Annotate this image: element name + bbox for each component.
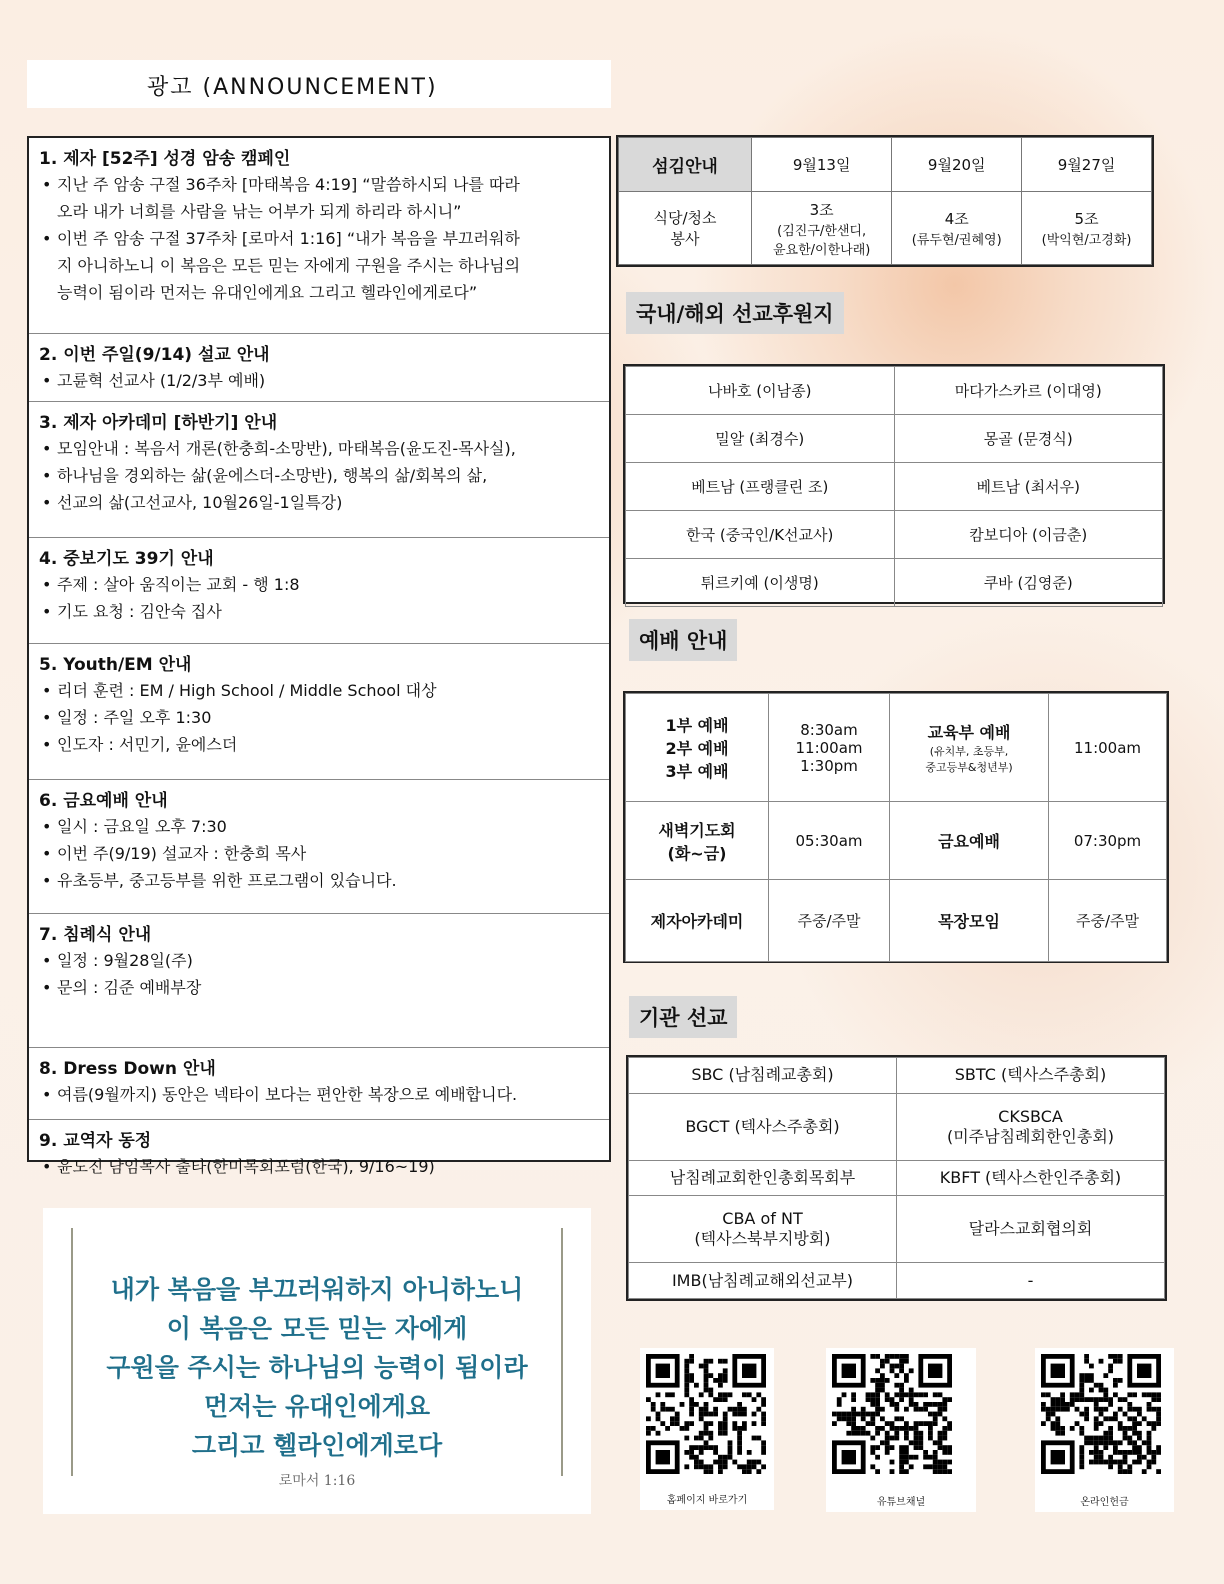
service-schedule bbox=[616, 135, 1154, 267]
announcement-item: 지 아니하노니 이 복음은 모든 믿는 자에게 구원을 주시는 하나님의 bbox=[57, 256, 521, 275]
institution-cell: SBTC (텍사스주총회) bbox=[897, 1058, 1165, 1094]
announcement-item: • 주제 : 살아 움직이는 교회 - 행 1:8 bbox=[39, 571, 599, 598]
institution-cell: KBFT (텍사스한인주총회) bbox=[897, 1160, 1165, 1196]
institution-cell: IMB(남침례교해외선교부) bbox=[629, 1263, 897, 1299]
worship-cell: 1부 예배 2부 예배 3부 예배 bbox=[626, 694, 769, 802]
institution-cell: - bbox=[897, 1263, 1165, 1299]
worship-cell: 금요예배 bbox=[890, 802, 1049, 880]
announcement-item: • 이번 주(9/19) 설교자 : 한충희 목사 bbox=[39, 840, 599, 867]
institutions-heading: 기관 선교 bbox=[629, 996, 737, 1038]
announcement-item: • 유초등부, 중고등부를 위한 프로그램이 있습니다. bbox=[39, 867, 599, 894]
verse-text bbox=[43, 1270, 591, 1465]
announcement-item: 능력이 됨이라 먼저는 유대인에게요 그리고 헬라인에게로다” bbox=[57, 283, 478, 302]
announcement-heading: 9. 교역자 동정 bbox=[39, 1131, 152, 1151]
worship-cell: 새벽기도회 (화~금) bbox=[626, 802, 769, 880]
schedule-date: 9월20일 bbox=[892, 138, 1022, 192]
mission-cell: 베트남 (프랭클린 조) bbox=[626, 463, 895, 511]
qr-caption: 유튜브채널 bbox=[876, 1497, 926, 1508]
schedule-group: 4조 (류두현/권혜영) bbox=[892, 192, 1022, 265]
announcement-section bbox=[29, 1048, 609, 1120]
announcement-heading: 1. 제자 [52주] 성경 암송 캠페인 bbox=[39, 149, 291, 169]
verse-line: 이 복음은 모든 믿는 자에게 bbox=[166, 1314, 468, 1343]
verse-line: 그리고 헬라인에게로다 bbox=[191, 1431, 443, 1460]
mission-cell: 튀르키예 (이생명) bbox=[626, 559, 895, 607]
title-box bbox=[27, 60, 611, 108]
announcement-section bbox=[29, 334, 609, 402]
announcement-item: • 여름(9월까지) 동안은 넥타이 보다는 편안한 복장으로 예배합니다. bbox=[39, 1081, 599, 1108]
verse-line: 구원을 주시는 하나님의 능력이 됨이라 bbox=[106, 1353, 528, 1382]
worship-cell: 목장모임 bbox=[890, 880, 1049, 962]
mission-cell: 밀알 (최경수) bbox=[626, 415, 895, 463]
announcement-heading: 3. 제자 아카데미 [하반기] 안내 bbox=[39, 413, 278, 433]
schedule-group: 3조 (김진구/한샌디, 윤요한/이한나래) bbox=[752, 192, 892, 265]
announcement-section bbox=[29, 402, 609, 538]
institution-cell: SBC (남침례교총회) bbox=[629, 1058, 897, 1094]
institution-cell: CBA of NT (텍사스북부지방회) bbox=[629, 1196, 897, 1263]
announcement-item: • 윤도진 담임목사 출타(한미목회포럼(한국), 9/16~19) bbox=[39, 1153, 599, 1180]
institution-cell: 남침례교회한인총회목회부 bbox=[629, 1160, 897, 1196]
qr-donation[interactable] bbox=[1035, 1348, 1174, 1512]
qr-code-icon bbox=[1035, 1348, 1174, 1488]
mission-cell: 몽골 (문경식) bbox=[894, 415, 1163, 463]
announcement-section bbox=[29, 538, 609, 644]
mission-cell: 한국 (중국인/K선교사) bbox=[626, 511, 895, 559]
missions-table bbox=[623, 364, 1165, 604]
verse-line: 내가 복음을 부끄러워하지 아니하노니 bbox=[110, 1275, 524, 1304]
qr-caption: 홈페이지 바로가기 bbox=[666, 1495, 748, 1506]
announcement-item: • 기도 요청 : 김안숙 집사 bbox=[39, 598, 599, 625]
qr-code-icon bbox=[640, 1348, 774, 1488]
worship-cell: 07:30pm bbox=[1049, 802, 1167, 880]
institution-cell: BGCT (텍사스주총회) bbox=[629, 1093, 897, 1160]
worship-cell: 11:00am bbox=[1049, 694, 1167, 802]
announcements-panel bbox=[27, 136, 611, 1176]
missions-heading: 국내/해외 선교후원지 bbox=[626, 292, 844, 334]
announcement-item: 오라 내가 너희를 사람을 낚는 어부가 되게 하리라 하시니” bbox=[57, 202, 462, 221]
announcement-item: • 문의 : 김준 예배부장 bbox=[39, 974, 599, 1001]
announcement-section bbox=[29, 644, 609, 780]
schedule-row-label: 식당/청소 봉사 bbox=[619, 192, 752, 265]
worship-heading: 예배 안내 bbox=[629, 619, 737, 661]
announcement-section bbox=[29, 914, 609, 1048]
announcement-item: • 선교의 삶(고선교사, 10월26일-1일특강) bbox=[39, 489, 599, 516]
qr-homepage[interactable] bbox=[640, 1348, 774, 1510]
worship-cell: 05:30am bbox=[769, 802, 890, 880]
mission-cell: 나바호 (이남종) bbox=[626, 367, 895, 415]
worship-cell: 주중/주말 bbox=[769, 880, 890, 962]
verse-reference: 로마서 1:16 bbox=[278, 1473, 356, 1489]
mission-cell: 캄보디아 (이금춘) bbox=[894, 511, 1163, 559]
announcement-section bbox=[29, 780, 609, 914]
announcement-section bbox=[29, 138, 609, 334]
schedule-header: 섬김안내 bbox=[619, 138, 752, 192]
mission-cell: 베트남 (최서우) bbox=[894, 463, 1163, 511]
qr-youtube[interactable] bbox=[826, 1348, 976, 1512]
worship-cell: 주중/주말 bbox=[1049, 880, 1167, 962]
schedule-group: 5조 (박익현/고경화) bbox=[1022, 192, 1152, 265]
worship-cell: 교육부 예배 (유치부, 초등부, 중고등부&청년부) bbox=[890, 694, 1049, 802]
institution-cell: 달라스교회협의회 bbox=[897, 1196, 1165, 1263]
announcement-heading: 5. Youth/EM 안내 bbox=[39, 655, 192, 675]
announcement-heading: 7. 침례식 안내 bbox=[39, 925, 152, 945]
announcement-item: • 일시 : 금요일 오후 7:30 bbox=[39, 813, 599, 840]
verse-line: 먼저는 유대인에게요 bbox=[203, 1392, 431, 1421]
announcement-heading: 2. 이번 주일(9/14) 설교 안내 bbox=[39, 345, 270, 365]
announcement-heading: 4. 중보기도 39기 안내 bbox=[39, 549, 214, 569]
announcement-item: • 일정 : 주일 오후 1:30 bbox=[39, 704, 599, 731]
announcement-item: • 지난 주 암송 구절 36주차 [마태복음 4:19] “말씀하시되 나를 따라 bbox=[39, 171, 599, 198]
announcement-item: • 리더 훈련 : EM / High School / Middle School 대상 bbox=[39, 677, 599, 704]
announcement-section bbox=[29, 1120, 609, 1190]
worship-cell: 제자아카데미 bbox=[626, 880, 769, 962]
worship-cell: 8:30am 11:00am 1:30pm bbox=[769, 694, 890, 802]
page-title: 광고 (ANNOUNCEMENT) bbox=[147, 75, 438, 100]
announcement-item: • 고륜혁 선교사 (1/2/3부 예배) bbox=[39, 367, 599, 394]
schedule-date: 9월27일 bbox=[1022, 138, 1152, 192]
announcement-item: • 인도자 : 서민기, 윤에스더 bbox=[39, 731, 599, 758]
announcement-item: • 하나님을 경외하는 삶(윤에스더-소망반), 행복의 삶/회복의 삶, bbox=[39, 462, 599, 489]
announcement-heading: 6. 금요예배 안내 bbox=[39, 791, 168, 811]
verse-card bbox=[43, 1208, 591, 1514]
announcement-item: • 이번 주 암송 구절 37주차 [로마서 1:16] “내가 복음을 부끄러워하 bbox=[39, 225, 599, 252]
institutions-table bbox=[626, 1055, 1167, 1301]
mission-cell: 쿠바 (김영준) bbox=[894, 559, 1163, 607]
worship-subnote: (유치부, 초등부, 중고등부&청년부) bbox=[925, 745, 1013, 774]
qr-code-icon bbox=[826, 1348, 976, 1488]
announcement-heading: 8. Dress Down 안내 bbox=[39, 1059, 216, 1079]
announcement-item: • 일정 : 9월28일(주) bbox=[39, 947, 599, 974]
mission-cell: 마다가스카르 (이대영) bbox=[894, 367, 1163, 415]
schedule-date: 9월13일 bbox=[752, 138, 892, 192]
worship-table bbox=[623, 691, 1169, 963]
qr-caption: 온라인헌금 bbox=[1080, 1497, 1129, 1508]
announcement-item: • 모임안내 : 복음서 개론(한충희-소망반), 마태복음(윤도진-목사실), bbox=[39, 435, 599, 462]
institution-cell: CKSBCA (미주남침례회한인총회) bbox=[897, 1093, 1165, 1160]
